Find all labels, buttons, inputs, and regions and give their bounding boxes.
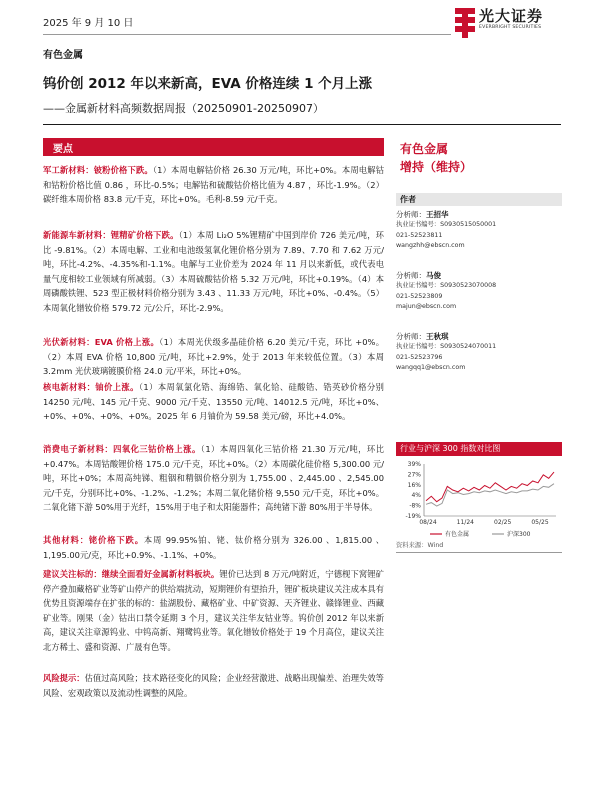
report-subtitle: ——金属新材料高频数据周报（20250901-20250907） <box>43 102 324 115</box>
analyst-email: wangzhh@ebscn.com <box>396 242 465 249</box>
analyst-name: 王招华 <box>426 210 449 219</box>
paragraph-nuclear <box>43 380 384 424</box>
header-rule <box>43 34 451 35</box>
paragraph-body: （1）本周氧氯化锆、海绵锆、氧化铪、硅酸锆、锆英砂价格分别 14250 元/吨、145 元/千克、9000 元/千克、13550 元/吨、14012.5 元/吨，环比+0%、+0%、+0%、+0%、+0%。2025 年 6 月铀价为 59.58 美元/磅，环比+4.0%。 <box>43 382 384 422</box>
y-tick-label: 4% <box>411 492 421 500</box>
analyst-license: 执业证书编号：S0930523070008 <box>396 282 497 289</box>
paragraph-body: （1）本周 Li₂O 5%锂精矿中国到岸价 726 美元/吨，环比 -9.81%。（2）本周电解、工业和电池级氢氧化锂价格分别为 7.89、7.70 和 7.62 万元/吨，环比-4.2%、-4.35%和-1.1%。电解与工业价差为 2024 年 11 月以来新低，或代表电量气度相较工业领域有所减弱。（3）本周硫酸钴价格 5.32 万元/吨，环比+0.19%。（4）本周磷酸铁锂、523 型正极材料价格分别为 3.43 、11.33 万元/吨，环比+0%、-0.4%。（5）本周氧化镨钕价格 579.72 元/公斤，环比-2.9%。 <box>43 230 384 313</box>
paragraph-body: （1）本周四氧化三钴价格 21.30 万元/吨，环比+0.47%。本周钴酸锂价格 175.0 元/千克，环比+0%。（2）本周碳化硅价格 5,300.00 元/吨，环比+0%；本周高纯锑、粗铟和精铟价格分别为 1,755.00 、2,445.00 、2,545.00 元/千克，分别环比+0%、-1.2%、-1.2%；本周二氧化锗价格 9,550 元/千克，环比+0%。二氧化锗下游 50%用于光纤，15%用于电子和太阳能器件；高纯锗下游 80%用于半导体。 <box>43 444 384 513</box>
chart-source: 资料来源：Wind <box>396 542 444 549</box>
paragraph-lead: 其他材料：铑价格下跌。 <box>43 535 144 545</box>
analyst-license: 执业证书编号：S0930524070011 <box>396 343 497 350</box>
report-date: 2025 年 9 月 10 日 <box>43 18 134 29</box>
analyst-phone: 021-52523809 <box>396 292 443 300</box>
legend-label: 有色金属 <box>445 531 470 538</box>
brand-sub: EVERBRIGHT SECURITIES <box>479 25 542 30</box>
index-comparison-chart <box>396 458 562 540</box>
authors-label: 作者 <box>400 195 416 204</box>
paragraph-lead: 建议关注标的：继续全面看好金属新材料板块。 <box>43 569 220 579</box>
paragraph-other <box>43 533 384 562</box>
paragraph-body: 锂价已达到 8 万元/吨附近，宁德枧下窝锂矿停产叠加藏格矿业等矿山停产的供给端扰动，短期锂价有望抬升，锂矿板块建议关注成本具有优势且资源端存在扩张的标的：盐湖股份、藏格矿业、中矿资源、天齐锂业、赣锋锂业、西藏矿业等。刚果（金）钴出口禁令延期 3 个月，建议关注华友钴业等。钨价创 2012 年以来新高，建议关注章源钨业、中钨高新、翔鹭钨业等。氧化镨钕价格处于 19 个月高位，建议关注北方稀土、盛和资源、广晟有色等。 <box>43 569 384 652</box>
chart-title: 行业与沪深 300 指数对比图 <box>400 444 501 453</box>
chart-title-bar <box>396 442 562 456</box>
paragraph-risk <box>43 671 384 700</box>
rating-sector: 有色金属 <box>400 142 449 156</box>
paragraph-lead: 消费电子新材料：四氧化三钴价格上涨。 <box>43 444 201 454</box>
chart-bottom-rule <box>396 552 562 553</box>
paragraph-lead: 新能源车新材料：锂精矿价格下跌。 <box>43 230 179 240</box>
authors-header <box>396 193 562 206</box>
analyst-label: 分析师： <box>396 332 426 341</box>
paragraph-ev <box>43 228 384 316</box>
analyst-name: 王秋琪 <box>426 332 449 341</box>
y-tick-label: 16% <box>407 481 421 489</box>
paragraph-military <box>43 163 384 207</box>
report-title: 钨价创 2012 年以来新高，EVA 价格连续 1 个月上涨 <box>43 76 373 92</box>
analyst-label: 分析师： <box>396 210 426 219</box>
analyst-phone: 021-52523811 <box>396 231 443 239</box>
analyst-email: wangqq1@ebscn.com <box>396 364 466 371</box>
analyst-card <box>396 270 562 313</box>
key-points-header <box>43 138 384 156</box>
analyst-phone: 021-52523796 <box>396 353 443 361</box>
analyst-label: 分析师： <box>396 271 426 280</box>
paragraph-recommendation <box>43 567 384 655</box>
paragraph-body: 本周 99.95%铂、铑、钛价格分别为 326.00 、1,815.00 、1,195.00元/克，环比+0.9%、-1.1%、+0%。 <box>43 535 384 560</box>
y-tick-label: -19% <box>405 513 421 520</box>
paragraph-lead: 光伏新材料：EVA 价格上涨。 <box>43 337 160 347</box>
analyst-name: 马俊 <box>426 271 441 280</box>
sector-label: 有色金属 <box>43 50 83 61</box>
paragraph-consumer <box>43 442 384 515</box>
x-tick-label: 05/25 <box>531 519 549 526</box>
x-tick-label: 11/24 <box>456 519 474 526</box>
y-tick-label: -8% <box>409 502 421 510</box>
brand-name: 光大证券 <box>479 7 544 25</box>
title-rule <box>43 124 561 125</box>
paragraph-body: 估值过高风险；技术路径变化的风险；企业经营激进、战略出现偏差、治理失效等风险、宏观政策以及流动性调整的风险。 <box>43 673 384 698</box>
rating-value: 增持（维持） <box>400 160 473 174</box>
paragraph-body: （1）本周电解钴价格 26.30 万元/吨，环比+0%。本周电解钴和钴粉价格比值 0.86 ，环比-0.5%；电解钴和硫酸钴价格比值为 4.87 ，环比-1.9%。（2）碳纤维本周价格 83.8 元/千克，环比+0%。毛利-8.59 元/千克。 <box>43 165 384 205</box>
paragraph-lead: 军工新材料：铍粉价格下跌。 <box>43 165 153 175</box>
analyst-email: majun@ebscn.com <box>396 303 457 310</box>
y-tick-label: 39% <box>407 461 421 468</box>
legend-label: 沪深300 <box>507 531 531 538</box>
everbright-logo-icon <box>455 6 479 40</box>
key-points-label: 要点 <box>53 144 73 155</box>
paragraph-lead: 核电新材料：铀价上涨。 <box>43 382 139 392</box>
y-tick-label: 27% <box>407 471 421 479</box>
series-line <box>426 484 554 506</box>
analyst-license: 执业证书编号：S0930515050001 <box>396 221 497 228</box>
paragraph-pv <box>43 335 384 379</box>
paragraph-body: （1）本周光伏级多晶硅价格 6.20 美元/千克，环比 +0%。（2）本周 EVA 价格 10,800 元/吨，环比+2.9%，处于 2013 年来较低位置。（3）本周 3.2mm 光伏玻璃镀膜价格 24.0 元/平米，环比+0%。 <box>43 337 384 377</box>
analyst-card <box>396 331 562 374</box>
x-tick-label: 02/25 <box>494 519 512 526</box>
analyst-card <box>396 209 562 252</box>
paragraph-lead: 风险提示： <box>43 673 85 683</box>
x-tick-label: 08/24 <box>419 519 437 526</box>
series-line <box>426 472 554 502</box>
